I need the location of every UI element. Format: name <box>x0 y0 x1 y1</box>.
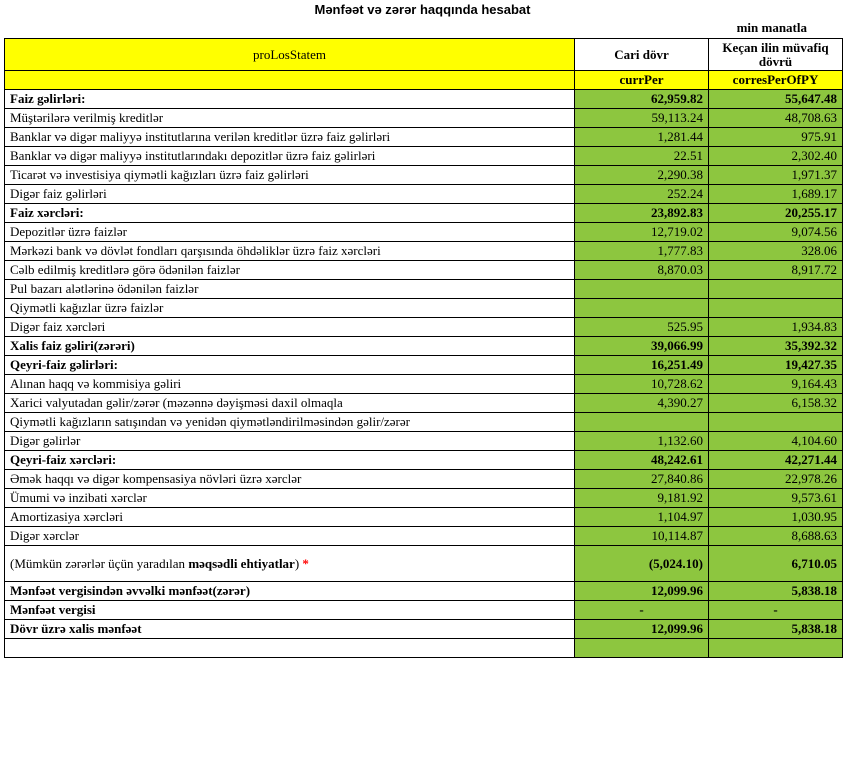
table-row <box>5 90 843 109</box>
row-label: Faiz gəlirləri: <box>5 90 575 109</box>
table-row <box>5 128 843 147</box>
row-label: Qiymətli kağızlar üzrə faizlər <box>5 299 575 318</box>
row-value-previous: 6,158.32 <box>709 394 843 413</box>
row-value-current: 12,719.02 <box>575 223 709 242</box>
row-value-previous: 48,708.63 <box>709 109 843 128</box>
row-value-previous: 35,392.32 <box>709 337 843 356</box>
table-row <box>5 356 843 375</box>
spacer-cell <box>5 639 575 658</box>
row-value-previous: 42,271.44 <box>709 451 843 470</box>
row-value-previous <box>709 413 843 432</box>
row-value-current: 12,099.96 <box>575 582 709 601</box>
row-label: Digər xərclər <box>5 527 575 546</box>
row-value-current: 10,114.87 <box>575 527 709 546</box>
row-value-current: 1,104.97 <box>575 508 709 527</box>
row-value-current: 252.24 <box>575 185 709 204</box>
table-row <box>5 582 843 601</box>
table-row <box>5 413 843 432</box>
row-value-previous: 2,302.40 <box>709 147 843 166</box>
row-value-previous: - <box>709 601 843 620</box>
page-title: Mənfəət və zərər haqqında hesabat <box>314 2 531 17</box>
code-label-blank <box>5 71 575 90</box>
table-row-spacer <box>5 639 843 658</box>
table-row <box>5 109 843 128</box>
row-value-current: 1,777.83 <box>575 242 709 261</box>
row-label: Mərkəzi bank və dövlət fondları qarşısında öhdəliklər üzrə faiz xərcləri <box>5 242 575 261</box>
row-value-current: 525.95 <box>575 318 709 337</box>
row-value-previous: 19,427.35 <box>709 356 843 375</box>
table-row <box>5 527 843 546</box>
row-value-previous: 9,074.56 <box>709 223 843 242</box>
table-row <box>5 147 843 166</box>
table-row <box>5 223 843 242</box>
table-header-row <box>5 39 843 71</box>
row-value-current: - <box>575 601 709 620</box>
profit-loss-table <box>4 38 843 658</box>
row-value-current <box>575 299 709 318</box>
row-label: Qeyri-faiz xərcləri: <box>5 451 575 470</box>
row-value-current: 1,132.60 <box>575 432 709 451</box>
table-row <box>5 280 843 299</box>
row-label: Digər gəlirlər <box>5 432 575 451</box>
row-value-current: 16,251.49 <box>575 356 709 375</box>
row-label: Banklar və digər maliyyə institutlarına verilən kreditlər üzrə faiz gəlirləri <box>5 128 575 147</box>
table-row <box>5 166 843 185</box>
table-row <box>5 318 843 337</box>
spacer-cell-current <box>575 639 709 658</box>
table-row <box>5 451 843 470</box>
row-label: Cəlb edilmiş kreditlərə görə ödənilən faizlər <box>5 261 575 280</box>
row-label-reserves <box>5 546 575 582</box>
row-label: Qiymətli kağızların satışından və yenidən qiymətləndirilməsindən gəlir/zərər <box>5 413 575 432</box>
row-value-previous: 20,255.17 <box>709 204 843 223</box>
row-value-previous: 1,934.83 <box>709 318 843 337</box>
row-label: Depozitlər üzrə faizlər <box>5 223 575 242</box>
row-value-current: 4,390.27 <box>575 394 709 413</box>
row-value-current: 59,113.24 <box>575 109 709 128</box>
table-row <box>5 337 843 356</box>
row-value-current: 48,242.61 <box>575 451 709 470</box>
row-value-previous: 328.06 <box>709 242 843 261</box>
table-row <box>5 242 843 261</box>
row-value-previous: 22,978.26 <box>709 470 843 489</box>
code-previous-period: corresPerOfPY <box>709 71 843 90</box>
row-value-current <box>575 280 709 299</box>
footnote-marker: * <box>302 555 309 571</box>
table-row <box>5 432 843 451</box>
row-value-current: 8,870.03 <box>575 261 709 280</box>
row-value-current: (5,024.10) <box>575 546 709 582</box>
table-row <box>5 394 843 413</box>
row-label: Xarici valyutadan gəlir/zərər (məzənnə dəyişməsi daxil olmaqla <box>5 394 575 413</box>
table-row-reserves <box>5 546 843 582</box>
reserves-emphasis: məqsədli ehtiyatlar <box>188 555 295 571</box>
row-value-previous <box>709 280 843 299</box>
row-label: Dövr üzrə xalis mənfəət <box>5 620 575 639</box>
spacer-cell-previous <box>709 639 843 658</box>
table-row <box>5 601 843 620</box>
row-label: Mənfəət vergisindən əvvəlki mənfəət(zərər) <box>5 582 575 601</box>
table-row <box>5 299 843 318</box>
table-row <box>5 508 843 527</box>
header-label-column: proLosStatem <box>5 39 575 71</box>
row-value-previous: 9,573.61 <box>709 489 843 508</box>
row-value-previous: 4,104.60 <box>709 432 843 451</box>
row-label: Müştərilərə verilmiş kreditlər <box>5 109 575 128</box>
table-row <box>5 620 843 639</box>
row-value-previous: 55,647.48 <box>709 90 843 109</box>
reserves-prefix: (Mümkün zərərlər üçün yaradılan <box>10 555 189 571</box>
row-value-previous: 5,838.18 <box>709 620 843 639</box>
row-label: Ticarət və investisiya qiymətli kağızları üzrə faiz gəlirləri <box>5 166 575 185</box>
row-value-previous: 1,030.95 <box>709 508 843 527</box>
row-value-previous: 975.91 <box>709 128 843 147</box>
row-value-current: 62,959.82 <box>575 90 709 109</box>
row-value-previous: 1,971.37 <box>709 166 843 185</box>
row-value-previous: 8,917.72 <box>709 261 843 280</box>
row-value-previous: 5,838.18 <box>709 582 843 601</box>
row-label: Qeyri-faiz gəlirləri: <box>5 356 575 375</box>
row-label: Mənfəət vergisi <box>5 601 575 620</box>
table-row <box>5 470 843 489</box>
row-value-previous: 9,164.43 <box>709 375 843 394</box>
row-value-current: 23,892.83 <box>575 204 709 223</box>
table-row <box>5 261 843 280</box>
row-value-previous <box>709 299 843 318</box>
row-value-previous: 8,688.63 <box>709 527 843 546</box>
row-value-current: 1,281.44 <box>575 128 709 147</box>
row-value-current: 2,290.38 <box>575 166 709 185</box>
table-row <box>5 375 843 394</box>
header-previous-period: Keçan ilin müvafiq dövrü <box>709 39 843 71</box>
row-label: Banklar və digər maliyyə institutlarındakı depozitlər üzrə faiz gəlirləri <box>5 147 575 166</box>
row-label: Xalis faiz gəliri(zərəri) <box>5 337 575 356</box>
row-value-current: 12,099.96 <box>575 620 709 639</box>
row-label: Əmək haqqı və digər kompensasiya növləri üzrə xərclər <box>5 470 575 489</box>
row-value-previous: 6,710.05 <box>709 546 843 582</box>
row-label: Amortizasiya xərcləri <box>5 508 575 527</box>
code-current-period: currPer <box>575 71 709 90</box>
table-row <box>5 185 843 204</box>
row-value-previous: 1,689.17 <box>709 185 843 204</box>
row-label: Digər faiz gəlirləri <box>5 185 575 204</box>
row-label: Pul bazarı alətlərinə ödənilən faizlər <box>5 280 575 299</box>
table-row <box>5 204 843 223</box>
table-row <box>5 489 843 508</box>
row-label: Faiz xərcləri: <box>5 204 575 223</box>
row-label: Alınan haqq və kommisiya gəliri <box>5 375 575 394</box>
row-value-current: 39,066.99 <box>575 337 709 356</box>
row-value-current <box>575 413 709 432</box>
row-value-current: 9,181.92 <box>575 489 709 508</box>
row-value-current: 10,728.62 <box>575 375 709 394</box>
row-value-current: 27,840.86 <box>575 470 709 489</box>
table-code-row <box>5 71 843 90</box>
row-label: Digər faiz xərcləri <box>5 318 575 337</box>
header-current-period: Cari dövr <box>575 39 709 71</box>
unit-label: min manatla <box>736 20 807 35</box>
row-value-current: 22.51 <box>575 147 709 166</box>
reserves-suffix: ) <box>294 555 303 571</box>
row-label: Ümumi və inzibati xərclər <box>5 489 575 508</box>
